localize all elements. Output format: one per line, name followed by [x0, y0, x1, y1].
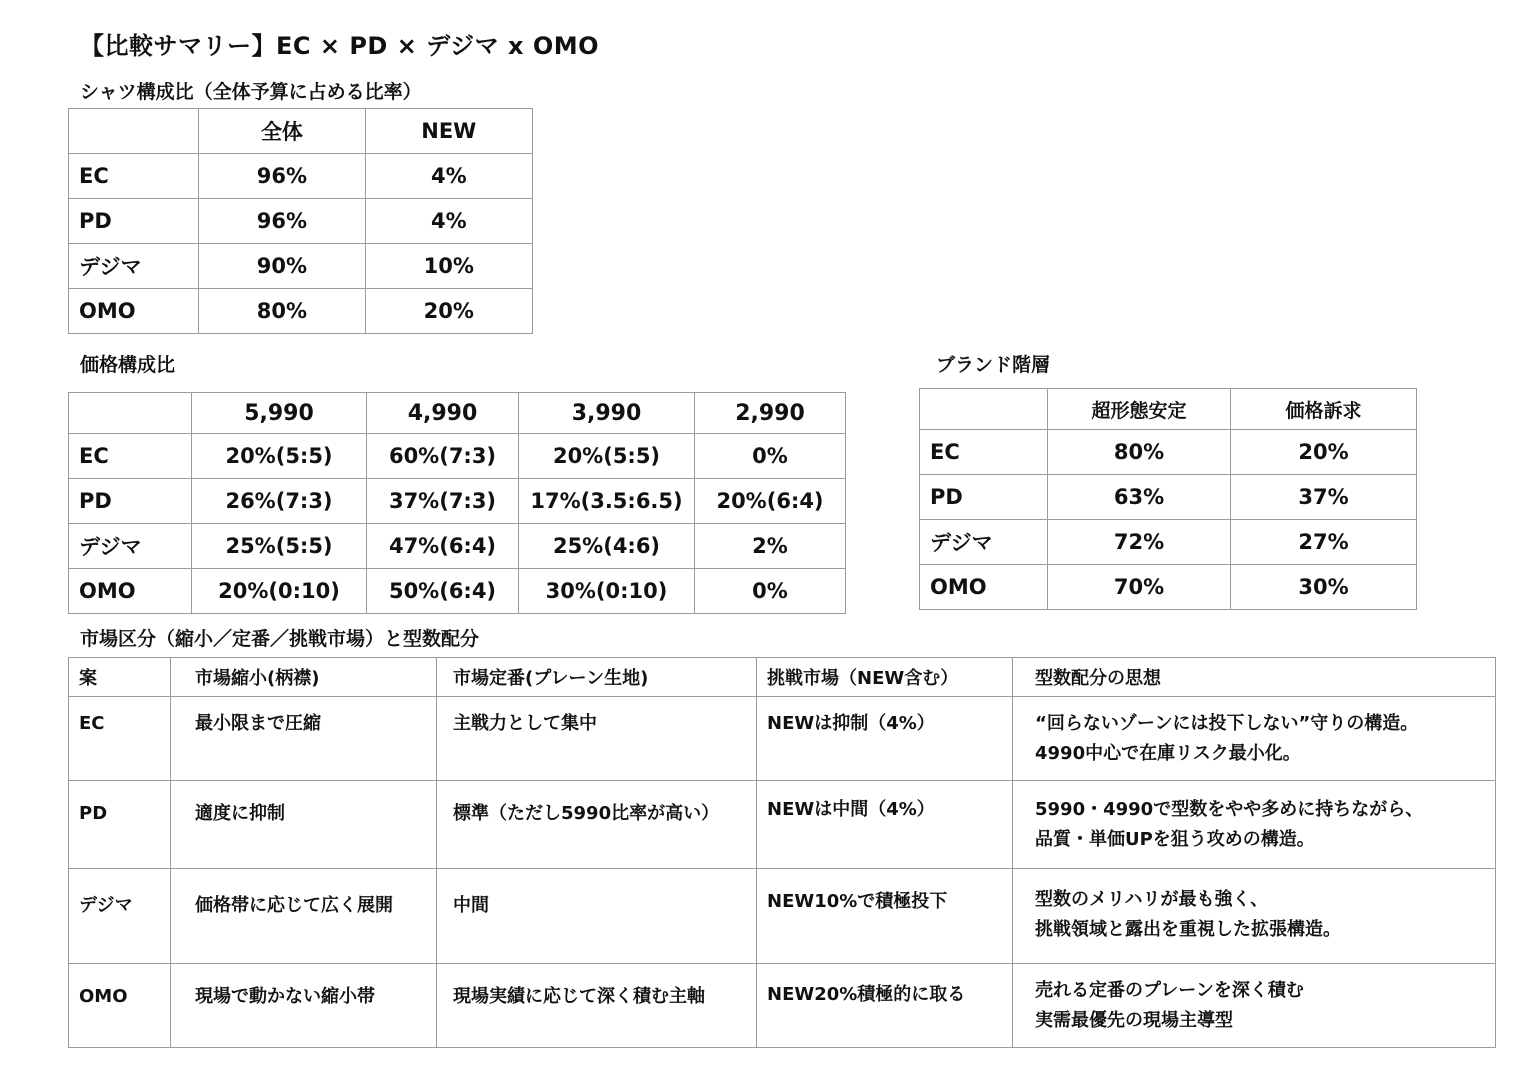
idea-cell [1013, 697, 1496, 781]
row-label: EC [69, 154, 199, 199]
table-header-row [69, 109, 533, 154]
row-label: EC [69, 434, 192, 479]
row-label: デジマ [69, 244, 199, 289]
new-cell: 4% [365, 154, 532, 199]
table-row [920, 430, 1417, 475]
idea-line: 品質・単価UPを狙う攻めの構造。 [1035, 829, 1315, 850]
shrink-cell: 最小限まで圧縮 [171, 697, 437, 781]
total-cell: 80% [199, 289, 365, 334]
header-cell: 市場縮小(柄襟) [171, 658, 437, 697]
brand-hierarchy-table [919, 388, 1417, 610]
brand-cell: 63% [1048, 475, 1231, 520]
shirt-composition-table [68, 108, 533, 334]
idea-line: 型数のメリハリが最も強く、 [1035, 889, 1269, 910]
row-label: デジマ [69, 524, 192, 569]
table-row [920, 520, 1417, 565]
price-cell: 37%(7:3) [367, 479, 519, 524]
row-label: PD [920, 475, 1048, 520]
brand-cell: 80% [1048, 430, 1231, 475]
header-cell: 型数配分の思想 [1013, 658, 1496, 697]
row-label: デジマ [69, 869, 171, 964]
brand-cell: 37% [1231, 475, 1417, 520]
brand-cell: 70% [1048, 565, 1231, 610]
header-cell: 超形態安定 [1048, 389, 1231, 430]
brand-cell: 72% [1048, 520, 1231, 565]
price-cell: 20%(5:5) [519, 434, 695, 479]
table-header-row [69, 658, 1496, 697]
table-row [69, 869, 1496, 964]
price-cell: 25%(5:5) [192, 524, 367, 569]
header-cell: 挑戦市場（NEW含む） [757, 658, 1013, 697]
header-cell: 3,990 [519, 393, 695, 434]
challenge-cell: NEWは抑制（4%） [757, 697, 1013, 781]
header-cell [920, 389, 1048, 430]
shirt-section-heading: シャツ構成比（全体予算に占める比率） [80, 81, 422, 103]
idea-cell [1013, 869, 1496, 964]
market-section-heading: 市場区分（縮小／定番／挑戦市場）と型数配分 [80, 628, 480, 650]
challenge-cell: NEW10%で積極投下 [757, 869, 1013, 964]
brand-cell: 30% [1231, 565, 1417, 610]
brand-section-heading: ブランド階層 [936, 354, 1051, 376]
row-label: EC [69, 697, 171, 781]
row-label: OMO [69, 964, 171, 1048]
row-label: PD [69, 479, 192, 524]
row-label: PD [69, 199, 199, 244]
price-cell: 20%(0:10) [192, 569, 367, 614]
market-segment-table [68, 657, 1496, 1048]
price-cell: 60%(7:3) [367, 434, 519, 479]
row-label: PD [69, 781, 171, 869]
table-row [920, 475, 1417, 520]
row-label: OMO [920, 565, 1048, 610]
idea-line: 売れる定番のプレーンを深く積む [1035, 980, 1304, 1001]
table-row [69, 964, 1496, 1048]
total-cell: 96% [199, 199, 365, 244]
total-cell: 90% [199, 244, 365, 289]
table-row [69, 154, 533, 199]
price-cell: 30%(0:10) [519, 569, 695, 614]
standard-cell: 標準（ただし5990比率が高い） [437, 781, 757, 869]
table-row [69, 524, 846, 569]
idea-line: 挑戦領域と露出を重視した拡張構造。 [1035, 919, 1341, 940]
shrink-cell: 適度に抑制 [171, 781, 437, 869]
brand-cell: 20% [1231, 430, 1417, 475]
idea-cell [1013, 781, 1496, 869]
row-label: デジマ [920, 520, 1048, 565]
price-cell: 47%(6:4) [367, 524, 519, 569]
shrink-cell: 現場で動かない縮小帯 [171, 964, 437, 1048]
brand-cell: 27% [1231, 520, 1417, 565]
price-cell: 20%(5:5) [192, 434, 367, 479]
standard-cell: 現場実績に応じて深く積む主軸 [437, 964, 757, 1048]
idea-line: 実需最優先の現場主導型 [1035, 1010, 1233, 1031]
shrink-cell: 価格帯に応じて広く展開 [171, 869, 437, 964]
price-cell: 20%(6:4) [695, 479, 846, 524]
table-header-row [920, 389, 1417, 430]
table-row [69, 199, 533, 244]
standard-cell: 主戦力として集中 [437, 697, 757, 781]
table-row [69, 697, 1496, 781]
price-cell: 25%(4:6) [519, 524, 695, 569]
row-label: OMO [69, 569, 192, 614]
header-cell: 全体 [199, 109, 365, 154]
header-cell: NEW [365, 109, 532, 154]
idea-line: “回らないゾーンには投下しない”守りの構造。 [1035, 713, 1419, 734]
price-cell: 26%(7:3) [192, 479, 367, 524]
price-section-heading: 価格構成比 [80, 354, 176, 376]
new-cell: 10% [365, 244, 532, 289]
table-row [69, 244, 533, 289]
challenge-cell: NEW20%積極的に取る [757, 964, 1013, 1048]
price-cell: 0% [695, 569, 846, 614]
page-title: 【比較サマリー】EC × PD × デジマ x OMO [80, 32, 600, 60]
standard-cell: 中間 [437, 869, 757, 964]
table-row [69, 434, 846, 479]
table-row [69, 569, 846, 614]
header-cell: 2,990 [695, 393, 846, 434]
header-cell [69, 393, 192, 434]
table-header-row [69, 393, 846, 434]
header-cell [69, 109, 199, 154]
challenge-cell: NEWは中間（4%） [757, 781, 1013, 869]
table-row [69, 479, 846, 524]
row-label: OMO [69, 289, 199, 334]
table-row [920, 565, 1417, 610]
price-cell: 0% [695, 434, 846, 479]
new-cell: 4% [365, 199, 532, 244]
idea-line: 4990中心で在庫リスク最小化。 [1035, 743, 1301, 764]
header-cell: 価格訴求 [1231, 389, 1417, 430]
price-cell: 2% [695, 524, 846, 569]
header-cell: 4,990 [367, 393, 519, 434]
header-cell: 案 [69, 658, 171, 697]
idea-line: 5990・4990で型数をやや多めに持ちながら、 [1035, 799, 1424, 820]
price-composition-table [68, 392, 846, 614]
new-cell: 20% [365, 289, 532, 334]
header-cell: 5,990 [192, 393, 367, 434]
price-cell: 17%(3.5:6.5) [519, 479, 695, 524]
table-row [69, 781, 1496, 869]
row-label: EC [920, 430, 1048, 475]
total-cell: 96% [199, 154, 365, 199]
table-row [69, 289, 533, 334]
price-cell: 50%(6:4) [367, 569, 519, 614]
header-cell: 市場定番(プレーン生地) [437, 658, 757, 697]
idea-cell [1013, 964, 1496, 1048]
